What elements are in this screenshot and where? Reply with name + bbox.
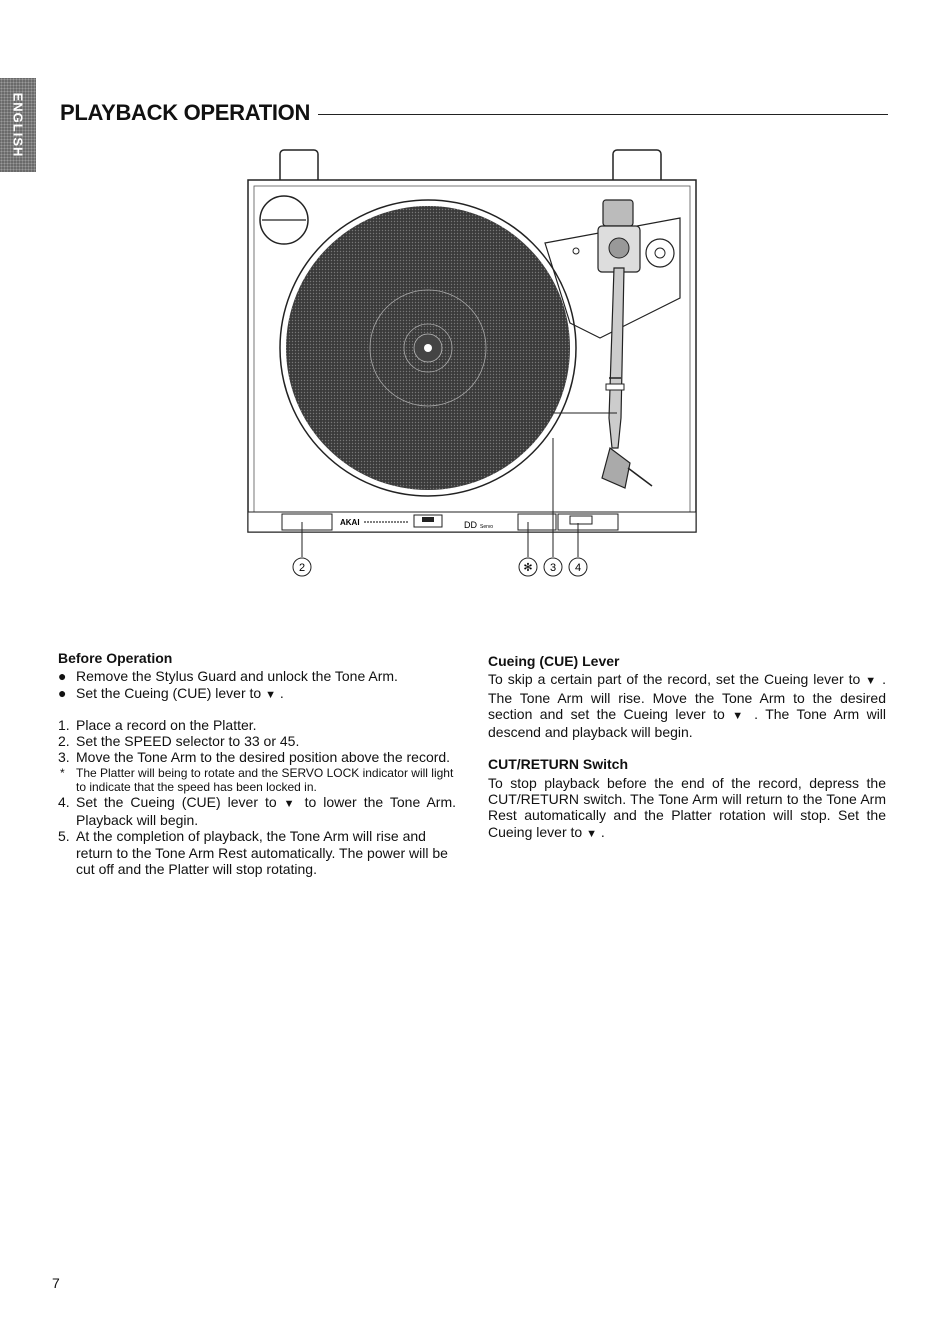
turntable-diagram	[240, 148, 710, 588]
step-item: 3. Move the Tone Arm to the desired position above the record.	[58, 749, 451, 766]
brand-logo: AKAI	[340, 518, 360, 527]
callout-2	[293, 558, 311, 576]
list-item: ● Set the Cueing (CUE) lever to ▼ .	[58, 684, 284, 701]
language-label: ENGLISH	[10, 92, 26, 158]
list-item: ● Remove the Stylus Guard and unlock the Tone Arm.	[58, 668, 398, 685]
anti-skate-dial	[646, 239, 674, 267]
svg-text:3: 3	[549, 562, 557, 574]
step-item: 2. Set the SPEED selector to 33 or 45.	[58, 733, 300, 750]
cueing-text: To skip a certain part of the record, set the Cueing lever to ▼ . The Tone Arm will rise. Move the Tone Arm to the desired section and set the Cueing lever to ▼ . The Tone Arm will descend and playback will begin.	[488, 671, 887, 741]
step-item: 1. Place a record on the Platter.	[58, 716, 257, 733]
step-item: 5. At the completion of playback, the Tone Arm will rise and return to the Tone Arm Rest automatically. The power will be cut off and the Platter will stop rotating.	[58, 828, 448, 877]
note-item: * The Platter will being to rotate and the SERVO LOCK indicator will light to indicate that the speed has been locked in.	[60, 765, 454, 794]
right-hinge	[613, 150, 661, 184]
speed-selector	[282, 514, 332, 530]
language-side-tab	[0, 78, 36, 172]
dd-label: DD	[464, 520, 477, 530]
before-operation-title: Before Operation	[58, 650, 173, 666]
page-title: PLAYBACK OPERATION	[60, 100, 311, 125]
callout-3	[544, 558, 562, 576]
callout-star	[519, 558, 537, 576]
step-item: 4. Set the Cueing (CUE) lever to ▼ to lower the Tone Arm. Playback will begin.	[58, 793, 457, 829]
svg-text:✻: ✻	[523, 561, 533, 574]
cue-down-icon: ▼	[265, 688, 276, 701]
title-rule	[318, 114, 888, 115]
cut-return-title: CUT/RETURN Switch	[488, 756, 628, 773]
counterweight	[603, 200, 633, 226]
svg-text:4: 4	[574, 562, 582, 574]
cueing-section	[488, 653, 886, 842]
cue-down-icon: ▼	[283, 797, 298, 810]
page-number: 7	[52, 1275, 60, 1291]
cue-lever-panel	[518, 514, 556, 530]
callout-4	[569, 558, 587, 576]
servo-label: Servo	[480, 524, 494, 530]
cueing-title: Cueing (CUE) Lever	[488, 653, 620, 669]
spindle	[424, 344, 432, 352]
before-operation-section	[58, 650, 456, 877]
cue-down-icon: ▼	[865, 675, 878, 688]
svg-text:2: 2	[298, 562, 306, 574]
cut-return-text: To stop playback before the end of the record, depress the CUT/RETURN switch. The Tone Arm will return to the Tone Arm Rest automatically and the Platter rotation will stop. Set the Cueing lever to ▼ .	[488, 774, 886, 840]
cue-down-icon: ▼	[586, 827, 597, 840]
cue-down-icon: ▼	[732, 709, 747, 722]
left-hinge	[280, 150, 318, 184]
